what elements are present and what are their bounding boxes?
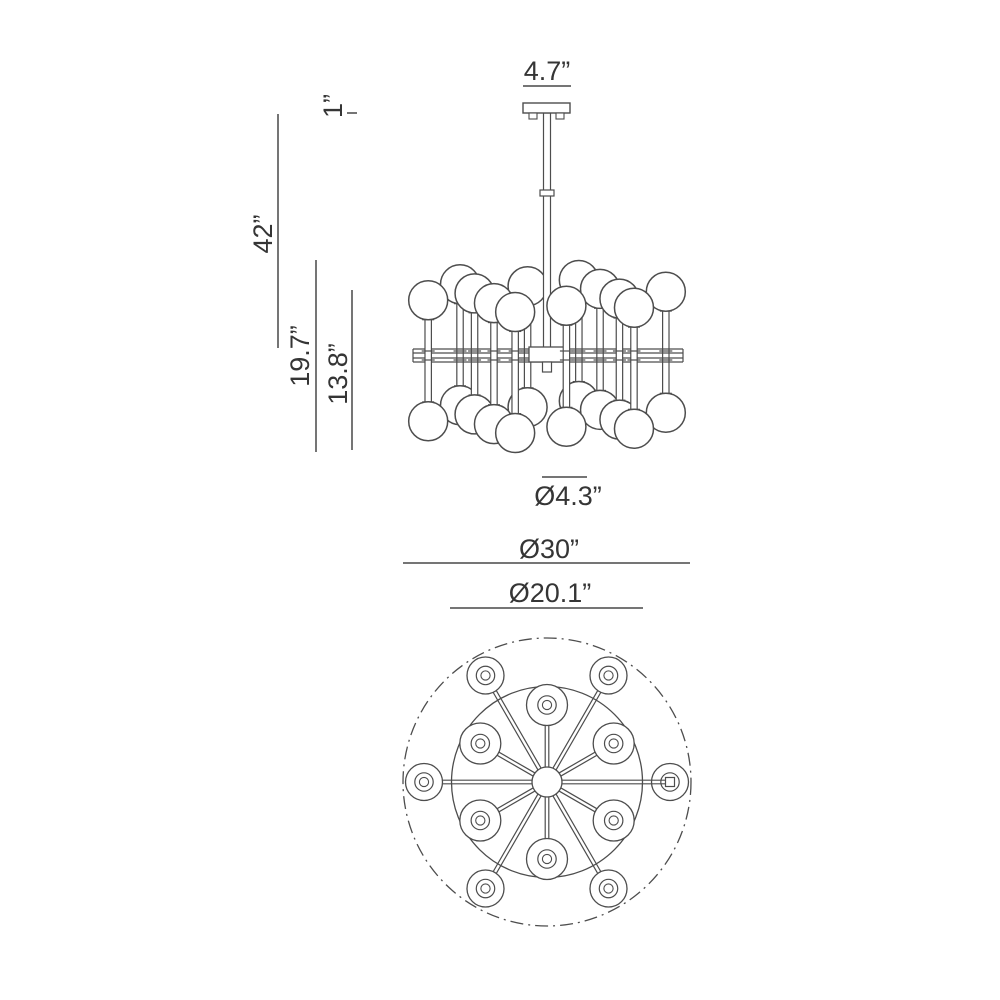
lower-globe	[409, 402, 448, 441]
overall-height-label: 42”	[248, 214, 278, 254]
upper-globe	[614, 288, 653, 327]
globe-diameter-label: Ø4.3”	[534, 481, 602, 511]
ceiling-canopy	[523, 103, 570, 113]
plan-globe-stem	[481, 671, 490, 680]
hanging-stem-group	[540, 113, 554, 366]
stem-coupler	[540, 190, 554, 196]
upper-globe	[409, 281, 448, 320]
body-height-label: 13.8”	[323, 343, 353, 405]
plan-globe	[593, 800, 634, 841]
plan-globe	[460, 800, 501, 841]
plan-globe	[593, 723, 634, 764]
canopy-tab	[556, 113, 564, 119]
rod-end-fitting	[666, 778, 675, 787]
lower-globe	[547, 407, 586, 446]
chandelier-arm	[409, 281, 448, 441]
chandelier-arm	[646, 272, 685, 432]
plan-globe-stem	[604, 671, 613, 680]
plan-globe	[527, 839, 568, 880]
inner-diameter-label: Ø20.1”	[508, 578, 592, 608]
plan-globe	[467, 657, 504, 694]
canopy-tab	[529, 113, 537, 119]
center-hub	[529, 347, 565, 362]
plan-globe	[590, 657, 627, 694]
arm-rod	[563, 316, 569, 417]
fixture-height-label: 19.7”	[285, 325, 315, 387]
plan-hub	[532, 767, 562, 797]
upper-globe	[547, 286, 586, 325]
hanging-stem	[544, 113, 551, 366]
arm-rod	[491, 313, 497, 414]
plan-globe-stem	[476, 739, 485, 748]
arm-rod	[425, 310, 431, 411]
plan-view	[403, 638, 691, 926]
plan-globe-stem	[609, 739, 618, 748]
plan-globe-stem	[604, 884, 613, 893]
hub-stub	[543, 362, 552, 372]
plan-globe-stem	[419, 777, 428, 786]
arm-rod	[663, 302, 669, 403]
plan-globe	[460, 723, 501, 764]
arm-rod	[631, 318, 637, 419]
plan-globe-stem	[542, 700, 551, 709]
center-ring-frame	[413, 347, 683, 372]
plan-globe	[652, 764, 689, 801]
overall-diameter-label: Ø30”	[518, 534, 580, 564]
plan-globe	[590, 870, 627, 907]
plan-globe-stem	[481, 884, 490, 893]
upper-globe	[496, 293, 535, 332]
plan-globe	[406, 764, 443, 801]
canopy-width-label: 4.7”	[523, 56, 571, 86]
plan-globe	[527, 685, 568, 726]
lower-globe	[614, 409, 653, 448]
arm-rod	[512, 322, 518, 423]
lower-globe	[496, 414, 535, 453]
canopy-height-label: 1”	[318, 93, 348, 119]
plan-globe-stem	[476, 816, 485, 825]
plan-globe-stem	[609, 816, 618, 825]
plan-globe-stem	[542, 854, 551, 863]
arm-rod	[471, 303, 477, 404]
plan-globe	[467, 870, 504, 907]
